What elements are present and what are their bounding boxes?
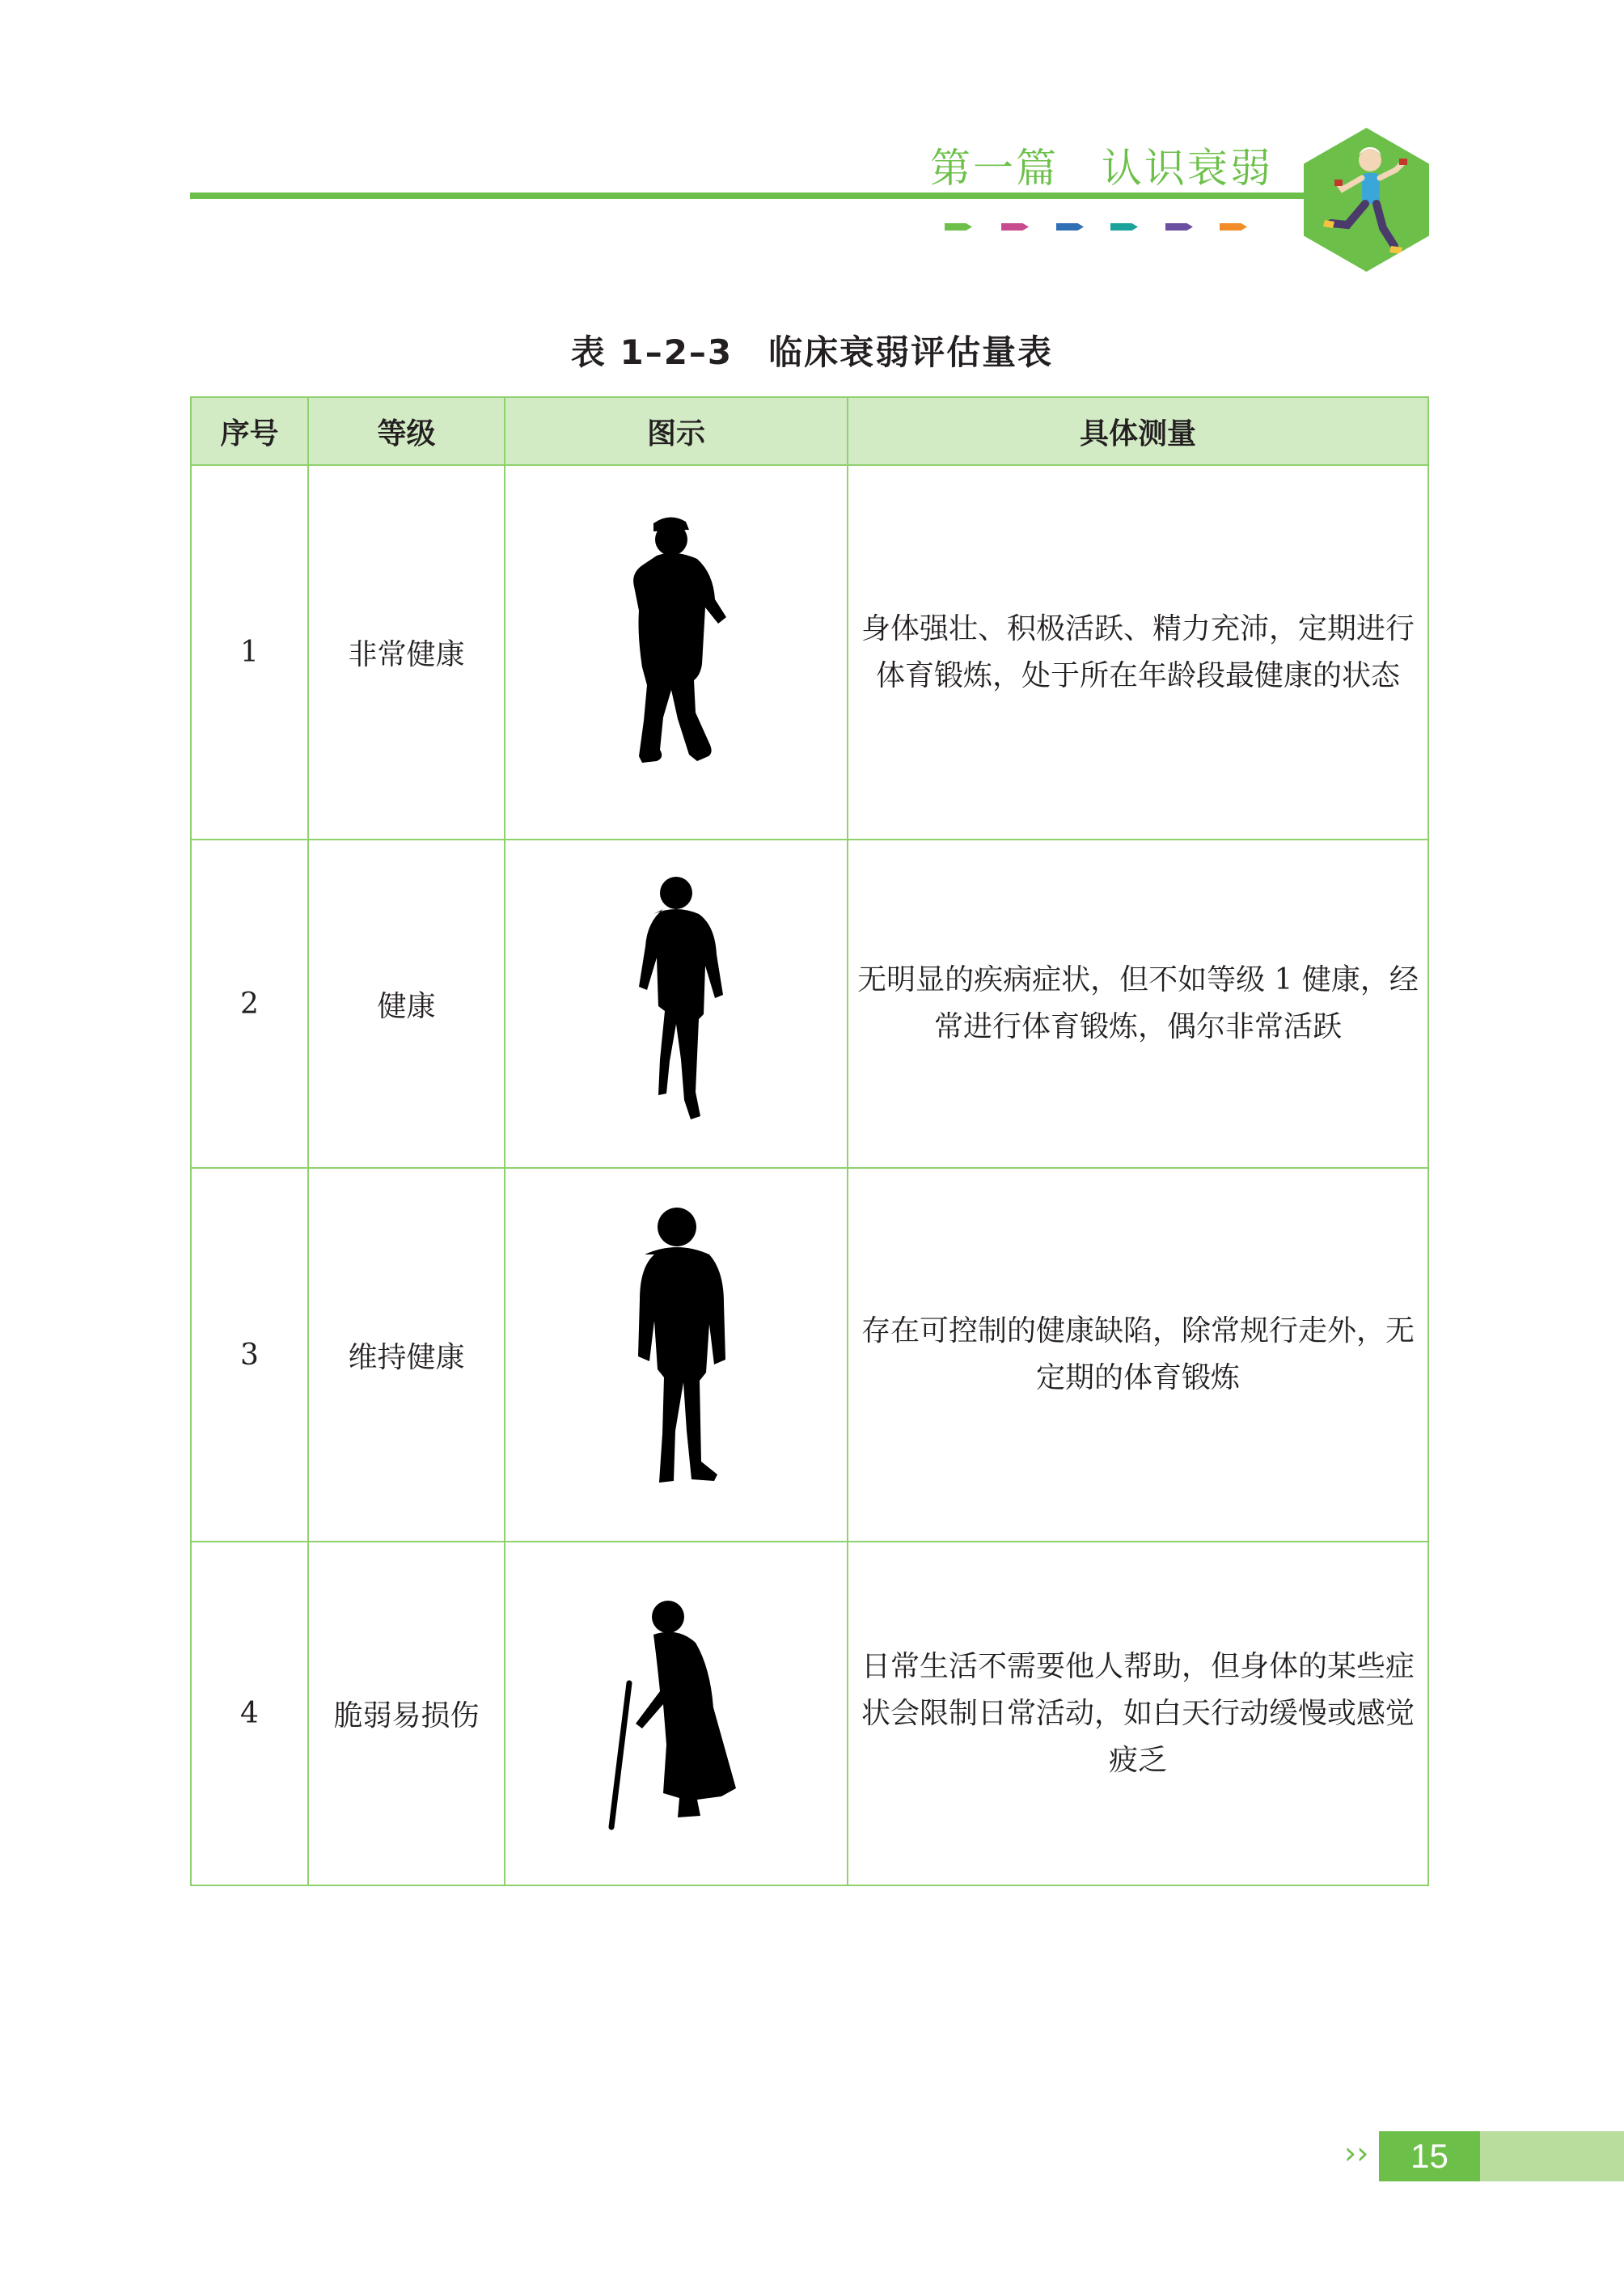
row-description: 日常生活不需要他人帮助，但身体的某些症状会限制日常活动，如白天行动缓慢或感觉疲乏 xyxy=(848,1542,1428,1885)
walking-person-silhouette xyxy=(611,870,741,1137)
row-number: 4 xyxy=(191,1542,308,1885)
row-grade: 非常健康 xyxy=(308,465,505,840)
table-row xyxy=(191,1542,1428,1885)
page-footer-band xyxy=(1480,2131,1624,2181)
header-dash xyxy=(1220,223,1247,231)
row-figure-cell xyxy=(505,1542,848,1885)
row-number: 3 xyxy=(191,1168,308,1542)
chapter-title: 第一篇 认识衰弱 xyxy=(930,145,1273,192)
table-caption: 表 1–2–3 临床衰弱评估量表 xyxy=(570,332,1054,372)
table-row xyxy=(191,465,1428,840)
table-row xyxy=(191,1168,1428,1542)
table-row xyxy=(191,840,1428,1168)
row-description: 身体强壮、积极活跃、精力充沛，定期进行体育锻炼，处于所在年龄段最健康的状态 xyxy=(848,465,1428,840)
row-figure-cell xyxy=(505,840,848,1168)
header-rule xyxy=(190,192,1322,199)
row-number: 2 xyxy=(191,840,308,1168)
row-grade: 脆弱易损伤 xyxy=(308,1542,505,1885)
header-dash xyxy=(1165,223,1193,231)
row-grade: 维持健康 xyxy=(308,1168,505,1542)
row-figure-cell xyxy=(505,1168,848,1542)
header-dash xyxy=(1110,223,1138,231)
standing-person-silhouette xyxy=(607,1201,745,1508)
row-grade: 健康 xyxy=(308,840,505,1168)
fit-walking-person-silhouette xyxy=(603,507,749,798)
table-header-row xyxy=(191,397,1428,465)
row-description: 无明显的疾病症状，但不如等级 1 健康，经常进行体育锻炼，偶尔非常活跃 xyxy=(848,840,1428,1168)
row-description: 存在可控制的健康缺陷，除常规行走外，无定期的体育锻炼 xyxy=(848,1168,1428,1542)
row-number: 1 xyxy=(191,465,308,840)
page-arrows-icon: ›› xyxy=(1344,2135,1369,2171)
row-figure-cell xyxy=(505,465,848,840)
elderly-with-cane-silhouette xyxy=(603,1593,749,1835)
column-header-measurement: 具体测量 xyxy=(848,397,1428,465)
column-header-figure: 图示 xyxy=(505,397,848,465)
header-dash xyxy=(1056,223,1084,231)
frailty-scale-table xyxy=(190,396,1429,1886)
column-header-grade: 等级 xyxy=(308,397,505,465)
header-dash xyxy=(1001,223,1029,231)
running-elderly-woman-icon xyxy=(1304,128,1429,272)
column-header-number: 序号 xyxy=(191,397,308,465)
header-dash xyxy=(945,223,972,231)
page-number: 15 xyxy=(1379,2131,1480,2181)
